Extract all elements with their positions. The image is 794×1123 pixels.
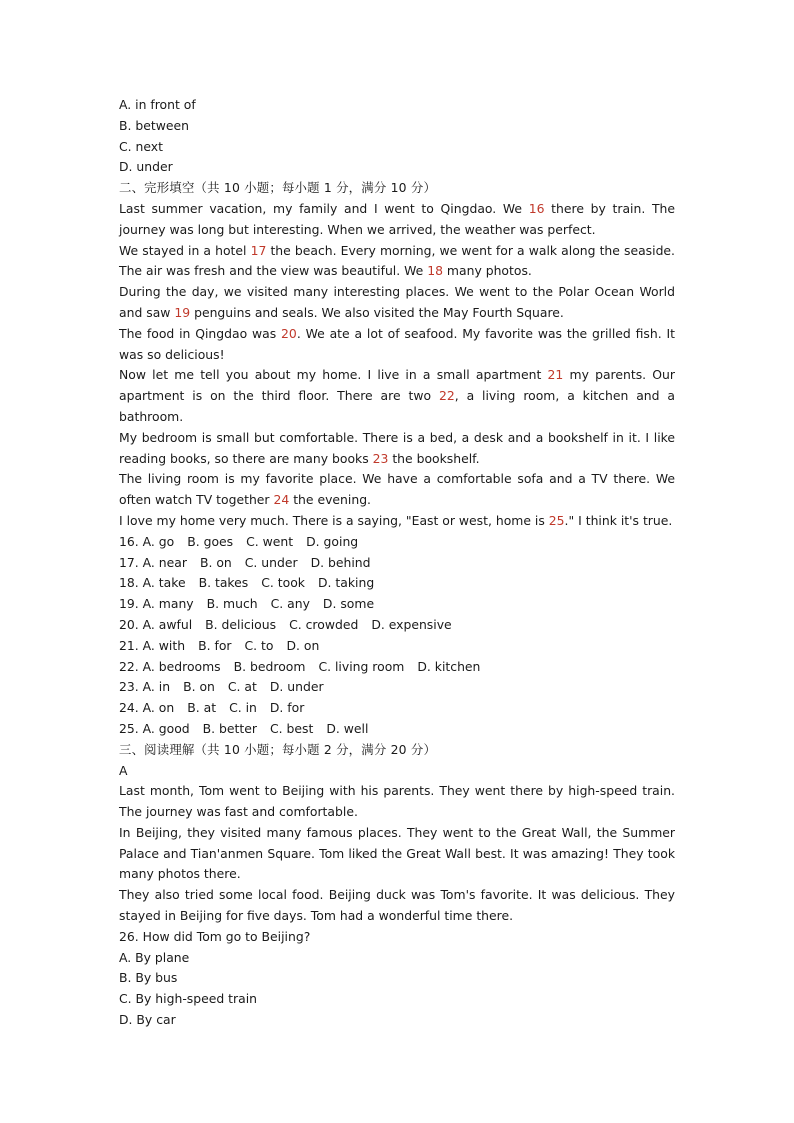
question-row: [119, 573, 675, 594]
paragraph-text: , a living room, a kitchen and a bathroom.: [119, 388, 675, 424]
prev-option: A. in front of: [119, 97, 196, 112]
answer-option: B. better: [202, 720, 257, 736]
cloze-paragraph: [119, 428, 675, 470]
blank-number: 17: [250, 242, 267, 258]
paragraph-text: The living room is my favorite place. We have a comfortable sofa and a TV there. We often watch TV together: [119, 471, 675, 508]
answer-option: C. By high-speed train: [119, 991, 257, 1007]
blank-number: 22: [438, 388, 455, 404]
blank-number: 23: [372, 450, 389, 466]
answer-option: D. some: [322, 596, 375, 612]
paragraph-text: the evening.: [289, 492, 371, 508]
cloze-paragraph: [119, 241, 675, 283]
answer-option: B. much: [206, 596, 258, 612]
answer-option: C. to: [244, 637, 274, 653]
document-page: [119, 95, 675, 1031]
answer-option: D. well: [326, 720, 369, 736]
answer-option: D. on: [286, 637, 320, 653]
question-row: [119, 553, 675, 574]
paragraph-text: penguins and seals. We also visited the May Fourth Square.: [190, 304, 564, 320]
paragraph-text: We stayed in a hotel: [119, 242, 251, 258]
cloze-paragraph: [119, 199, 675, 241]
answer-option: A. By plane: [119, 949, 190, 965]
reading-paragraph: In Beijing, they visited many famous places. They went to the Great Wall, the Summer Palace and Tian'anmen Square. Tom liked the Great Wall best. It was amazing! They took many photos there.: [119, 824, 675, 882]
paragraph-text: the bookshelf.: [388, 450, 480, 466]
answer-option: C. in: [229, 700, 257, 716]
answer-option: B. on: [199, 554, 232, 570]
blank-number: 25: [548, 512, 565, 528]
prev-option: C. next: [119, 138, 163, 154]
question-26-options: [119, 948, 675, 1031]
answer-option: C. any: [270, 596, 310, 612]
prev-option: B. between: [119, 117, 189, 133]
answer-option: D. taking: [317, 575, 375, 591]
answer-option: C. went: [246, 533, 294, 549]
cloze-paragraph: [119, 324, 675, 366]
answer-option: C. best: [269, 720, 314, 736]
paragraph-text: Now let me tell you about my home. I live in a small apartment: [119, 367, 548, 383]
paragraph-text: ." I think it's true.: [564, 512, 673, 528]
blank-number: 19: [174, 304, 191, 320]
cloze-paragraph: [119, 282, 675, 324]
answer-option: 21. A. with: [119, 637, 186, 653]
paragraph-text: Last summer vacation, my family and I went to Qingdao. We: [119, 200, 529, 216]
cloze-paragraph: [119, 365, 675, 427]
paragraph-text: During the day, we visited many interesting places. We went to the Polar Ocean World and saw: [119, 284, 675, 320]
question-row: [119, 657, 675, 678]
answer-option: D. By car: [119, 1012, 176, 1028]
answer-option: D. going: [306, 533, 359, 549]
answer-option: B. for: [198, 637, 232, 653]
reading-paragraph: Last month, Tom went to Beijing with his parents. They went there by high-speed train. The journey was fast and comfortable.: [119, 783, 675, 820]
answer-option: C. took: [261, 575, 305, 591]
answer-option: 19. A. many: [119, 596, 194, 612]
answer-option: D. expensive: [371, 616, 452, 632]
passage-label: A: [119, 762, 128, 778]
answer-option: 24. A. on: [119, 700, 175, 716]
section3-heading: 三、阅读理解（共 10 小题；每小题 2 分，满分 20 分）: [119, 741, 437, 757]
question-row: [119, 594, 675, 615]
paragraph-text: I love my home very much. There is a saying, "East or west, home is: [119, 512, 549, 528]
blank-number: 18: [427, 263, 443, 279]
reading-paragraph: They also tried some local food. Beijing duck was Tom's favorite. It was delicious. They stayed in Beijing for five days. Tom had a wonderful time there.: [119, 887, 675, 924]
question-row: [119, 677, 675, 698]
paragraph-text: there by train. The journey was long but interesting. When we arrived, the weather was perfect.: [119, 200, 675, 237]
blank-number: 21: [547, 367, 564, 383]
cloze-paragraph: [119, 511, 675, 532]
answer-option: C. at: [227, 679, 257, 695]
paragraph-text: my parents. Our apartment is on the third floor. There are two: [119, 367, 675, 404]
paragraph-text: many photos.: [442, 263, 532, 279]
prev-option: D. under: [119, 159, 173, 175]
question-row: [119, 532, 675, 553]
answer-option: 22. A. bedrooms: [119, 658, 221, 674]
blank-number: 24: [273, 492, 290, 508]
paragraph-text: . We ate a lot of seafood. My favorite was the grilled fish. It was so delicious!: [119, 325, 676, 362]
answer-option: D. under: [269, 679, 324, 695]
answer-option: D. for: [269, 700, 305, 716]
answer-option: 20. A. awful: [119, 616, 193, 632]
answer-option: D. behind: [310, 554, 371, 570]
answer-option: C. living room: [318, 658, 405, 674]
answer-option: B. goes: [187, 533, 234, 549]
blank-number: 20: [281, 325, 297, 341]
question-row: [119, 636, 675, 657]
answer-option: C. crowded: [289, 616, 359, 632]
blank-number: 16: [528, 200, 545, 216]
question-26: 26. How did Tom go to Beijing?: [119, 928, 311, 944]
prev-options: [119, 95, 675, 178]
paragraph-text: My bedroom is small but comfortable. There is a bed, a desk and a bookshelf in it. I like reading books, so there are many books: [119, 429, 675, 466]
reading-passage: [119, 781, 675, 927]
question-row: [119, 719, 675, 740]
section2-heading: 二、完形填空（共 10 小题；每小题 1 分，满分 10 分）: [119, 180, 437, 196]
paragraph-text: The food in Qingdao was: [119, 325, 282, 341]
answer-option: B. on: [183, 679, 215, 695]
answer-option: 23. A. in: [119, 679, 171, 695]
answer-option: B. bedroom: [233, 658, 306, 674]
answer-option: B. at: [187, 700, 217, 716]
answer-option: 18. A. take: [119, 575, 186, 591]
answer-option: 17. A. near: [119, 554, 187, 570]
cloze-passage: [119, 199, 675, 532]
question-row: [119, 698, 675, 719]
answer-option: 16. A. go: [119, 533, 175, 549]
answer-option: B. delicious: [205, 616, 277, 632]
cloze-questions: [119, 532, 675, 740]
cloze-paragraph: [119, 469, 675, 511]
answer-option: D. kitchen: [417, 658, 481, 674]
answer-option: B. takes: [198, 575, 249, 591]
answer-option: C. under: [244, 554, 298, 570]
question-row: [119, 615, 675, 636]
paragraph-text: the beach. Every morning, we went for a walk along the seaside. The air was fresh and the view was beautiful. We: [119, 242, 675, 279]
answer-option: 25. A. good: [119, 720, 190, 736]
answer-option: B. By bus: [119, 970, 178, 986]
